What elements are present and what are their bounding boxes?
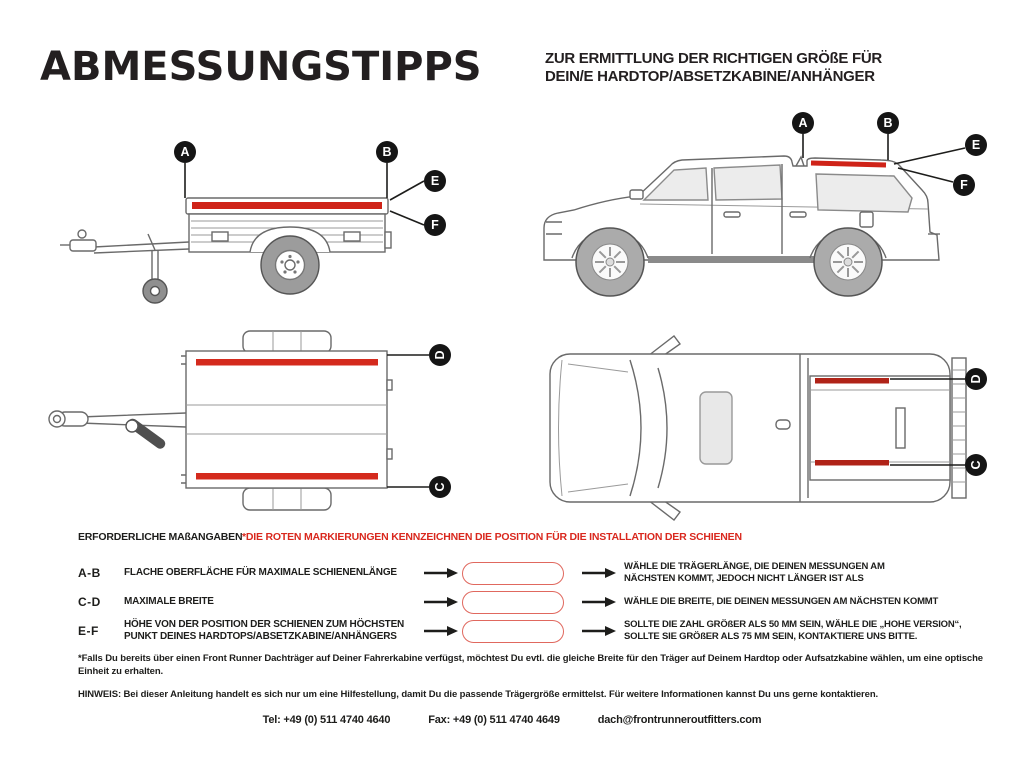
marker-b-trailer — [376, 141, 398, 163]
row-label: HÖHE VON DER POSITION DER SCHIENEN ZUM HÖCHSTEN PUNKT DEINES HARDTOPS/ABSETZKABINE/ANHÄNGERS — [124, 618, 405, 642]
arrow-right-icon — [582, 597, 620, 607]
arrow-right-icon — [424, 568, 462, 578]
subtitle-line-1: ZUR ERMITTLUNG DER RICHTIGEN GRÖßE FÜR — [545, 50, 882, 67]
measurement-input-cd[interactable] — [462, 591, 564, 614]
marker-f-trailer — [424, 214, 446, 236]
marker-d-truck-top — [965, 368, 987, 390]
svg-text:D: D — [969, 374, 983, 384]
row-instruction: SOLLTE DIE ZAHL GRÖßER ALS 50 MM SEIN, WÄHLE DIE „HOHE VERSION“, SOLLTE SIE GRÖßER ALS 75 MM SEIN, KONTAKTIERE UNS BITTE. — [624, 618, 962, 642]
marker-c-trailer-top — [429, 476, 451, 498]
rail-position-stripe — [196, 359, 378, 366]
marker-e-truck — [965, 134, 987, 156]
page-title: ABMESSUNGSTIPPS — [40, 44, 482, 90]
trailer-side-view-illustration — [40, 128, 460, 325]
marker-a-trailer — [174, 141, 196, 163]
contact-fax: Fax: +49 (0) 511 4740 4649 — [428, 714, 560, 726]
svg-text:B: B — [382, 145, 392, 159]
svg-text:B: B — [883, 116, 893, 130]
svg-text:A: A — [798, 116, 808, 130]
marker-c-truck-top — [965, 454, 987, 476]
measurement-input-ef[interactable] — [462, 620, 564, 643]
row-code: C-D — [78, 595, 101, 609]
contact-email[interactable]: dach@frontrunneroutfitters.com — [597, 714, 762, 726]
rail-position-stripe — [811, 163, 886, 165]
subtitle-line-2: DEIN/E HARDTOP/ABSETZKABINE/ANHÄNGER — [545, 68, 875, 86]
svg-text:F: F — [431, 218, 439, 232]
row-label: MAXIMALE BREITE — [124, 595, 214, 607]
marker-e-trailer — [424, 170, 446, 192]
rail-position-stripe — [196, 473, 378, 480]
svg-text:A: A — [180, 145, 190, 159]
row-code: A-B — [78, 566, 101, 580]
svg-text:C: C — [433, 482, 447, 492]
trailer-top-view-illustration — [40, 328, 470, 525]
contact-bar — [0, 714, 1024, 726]
page-subtitle — [545, 50, 882, 87]
contact-tel: Tel: +49 (0) 511 4740 4640 — [262, 714, 391, 726]
truck-side-view-illustration — [528, 106, 1010, 318]
footnote-asterisk: *Falls Du bereits über einen Front Runner Dachträger auf Deiner Fahrerkabine verfügst, möchtest Du evtl. die gleiche Breite für den Träger auf Deinem Hardtop oder Aufsatzkabine wählen, um eine optische Einheit zu erhalten. — [78, 653, 983, 678]
section-title: ERFORDERLICHE MAßANGABEN — [78, 531, 243, 543]
arrow-right-icon — [582, 626, 620, 636]
svg-text:E: E — [430, 174, 440, 188]
row-instruction: WÄHLE DIE BREITE, DIE DEINEN MESSUNGEN AM NÄCHSTEN KOMMT — [624, 595, 939, 607]
arrow-right-icon — [424, 626, 462, 636]
measurement-input-ab[interactable] — [462, 562, 564, 585]
svg-text:F: F — [960, 178, 968, 192]
marker-b-truck — [877, 112, 899, 134]
measurement-row-ef — [78, 612, 972, 650]
rail-position-stripe — [815, 378, 889, 384]
footnote-hinweis: HINWEIS: Bei dieser Anleitung handelt es sich nur um eine Hilfestellung, damit Du die passende Trägergröße ermittelst. Für weitere Informationen kannst Du uns gerne kontaktieren. — [78, 689, 879, 700]
row-instruction: WÄHLE DIE TRÄGERLÄNGE, DIE DEINEN MESSUNGEN AM NÄCHSTEN KOMMT, JEDOCH NICHT LÄNGER IST ALS — [624, 560, 885, 584]
red-note: *DIE ROTEN MARKIERUNGEN KENNZEICHNEN DIE POSITION FÜR DIE INSTALLATION DER SCHIENEN — [242, 531, 742, 543]
row-label: FLACHE OBERFLÄCHE FÜR MAXIMALE SCHIENENLÄNGE — [124, 566, 397, 578]
svg-text:E: E — [971, 138, 981, 152]
rail-position-stripe — [815, 460, 889, 466]
svg-text:D: D — [433, 350, 447, 360]
arrow-right-icon — [424, 597, 462, 607]
truck-top-view-illustration — [528, 328, 1010, 528]
marker-d-trailer-top — [429, 344, 451, 366]
marker-f-truck — [953, 174, 975, 196]
rail-position-stripe — [192, 202, 382, 209]
svg-text:C: C — [969, 460, 983, 470]
row-code: E-F — [78, 624, 99, 638]
marker-a-truck — [792, 112, 814, 134]
arrow-right-icon — [582, 568, 620, 578]
